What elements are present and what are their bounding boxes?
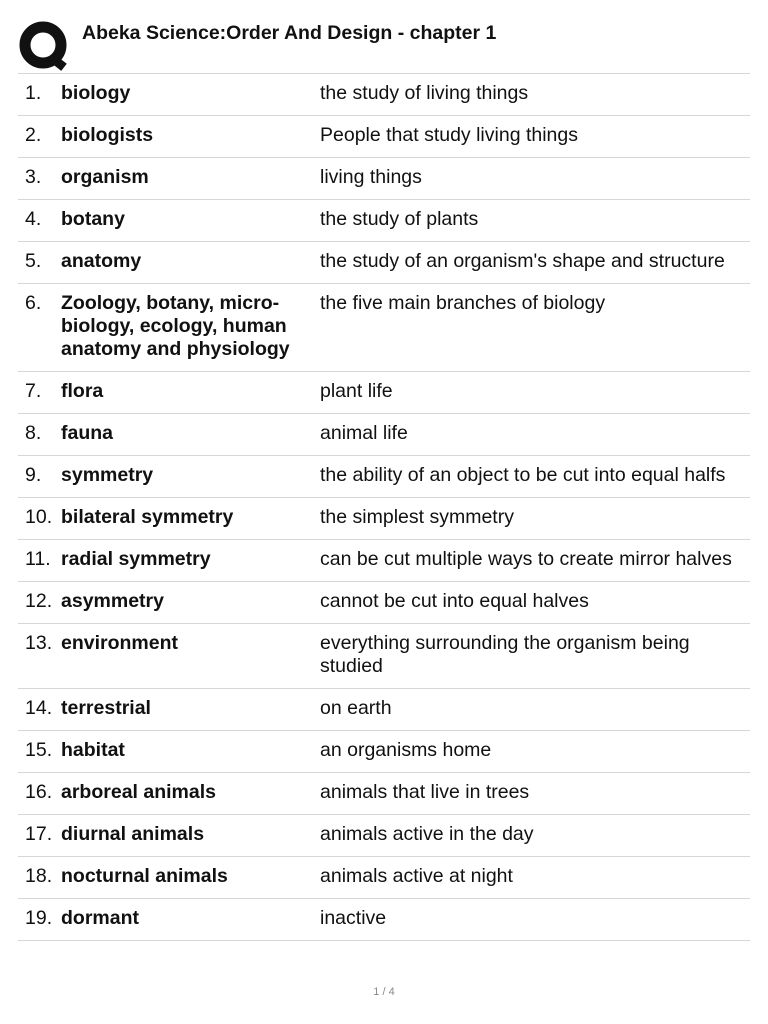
term-number: 3. (25, 166, 42, 188)
term-number: 15. (25, 739, 53, 761)
term-row (18, 899, 750, 941)
term-number: 17. (25, 823, 53, 845)
term-word: habitat (61, 739, 125, 761)
term-definition: an organisms home (320, 739, 492, 761)
quizlet-logo-icon (18, 20, 70, 72)
term-word: symmetry (61, 464, 154, 486)
term-definition: People that study living things (320, 124, 578, 146)
term-word: bilateral symmetry (61, 506, 234, 528)
term-row (18, 689, 750, 731)
term-word: fauna (61, 422, 114, 444)
term-table (18, 73, 750, 941)
term-row (18, 540, 750, 582)
term-word: flora (61, 380, 104, 402)
term-number: 8. (25, 422, 42, 444)
term-number: 12. (25, 590, 53, 612)
page-header (0, 0, 768, 72)
term-definition: animals active in the day (320, 823, 534, 845)
term-number: 10. (25, 506, 53, 528)
term-word: Zoology, botany, micro-biology, ecology, human anatomy and physiology (61, 292, 290, 360)
term-definition: animals that live in trees (320, 781, 530, 803)
term-row (18, 731, 750, 773)
term-row (18, 116, 750, 158)
term-row (18, 284, 750, 372)
term-row (18, 773, 750, 815)
term-word: botany (61, 208, 125, 230)
term-definition: cannot be cut into equal halves (320, 590, 589, 612)
term-row (18, 74, 750, 116)
term-number: 2. (25, 124, 42, 146)
term-word: nocturnal animals (61, 865, 228, 887)
term-definition: everything surrounding the organism being studied (320, 632, 690, 677)
term-definition: the study of an organism's shape and structure (320, 250, 725, 272)
term-definition: living things (320, 166, 422, 188)
term-row (18, 414, 750, 456)
term-row (18, 582, 750, 624)
term-number: 7. (25, 380, 42, 402)
term-definition: the simplest symmetry (320, 506, 514, 528)
term-number: 9. (25, 464, 42, 486)
page-title: Abeka Science:Order And Design - chapter 1 (82, 22, 497, 44)
term-word: arboreal animals (61, 781, 216, 803)
term-number: 13. (25, 632, 53, 654)
term-number: 5. (25, 250, 42, 272)
term-definition: plant life (320, 380, 393, 402)
page-indicator: 1 / 4 (373, 986, 395, 998)
term-row (18, 158, 750, 200)
term-number: 19. (25, 907, 53, 929)
term-number: 16. (25, 781, 53, 803)
term-number: 1. (25, 82, 42, 104)
term-number: 11. (25, 548, 51, 570)
term-definition: can be cut multiple ways to create mirror halves (320, 548, 732, 570)
cropped-subtitle (82, 50, 352, 56)
term-row (18, 815, 750, 857)
term-definition: animal life (320, 422, 408, 444)
term-row (18, 857, 750, 899)
term-row (18, 498, 750, 540)
term-word: organism (61, 166, 149, 188)
term-definition: animals active at night (320, 865, 513, 887)
term-word: biology (61, 82, 131, 104)
term-definition: the ability of an object to be cut into equal halfs (320, 464, 726, 486)
term-number: 14. (25, 697, 53, 719)
term-word: diurnal animals (61, 823, 205, 845)
term-row (18, 200, 750, 242)
term-row (18, 242, 750, 284)
term-word: dormant (61, 907, 139, 929)
term-definition: inactive (320, 907, 387, 929)
term-definition: the five main branches of biology (320, 292, 606, 314)
term-word: biologists (61, 124, 154, 146)
term-word: anatomy (61, 250, 142, 272)
term-row (18, 372, 750, 414)
term-word: radial symmetry (61, 548, 211, 570)
term-word: environment (61, 632, 179, 654)
term-number: 18. (25, 865, 53, 887)
term-row (18, 456, 750, 498)
term-definition: the study of living things (320, 82, 529, 104)
term-word: terrestrial (61, 697, 151, 719)
term-definition: on earth (320, 697, 392, 719)
term-row (18, 624, 750, 689)
term-number: 4. (25, 208, 42, 230)
term-number: 6. (25, 292, 42, 314)
term-word: asymmetry (61, 590, 164, 612)
term-definition: the study of plants (320, 208, 479, 230)
